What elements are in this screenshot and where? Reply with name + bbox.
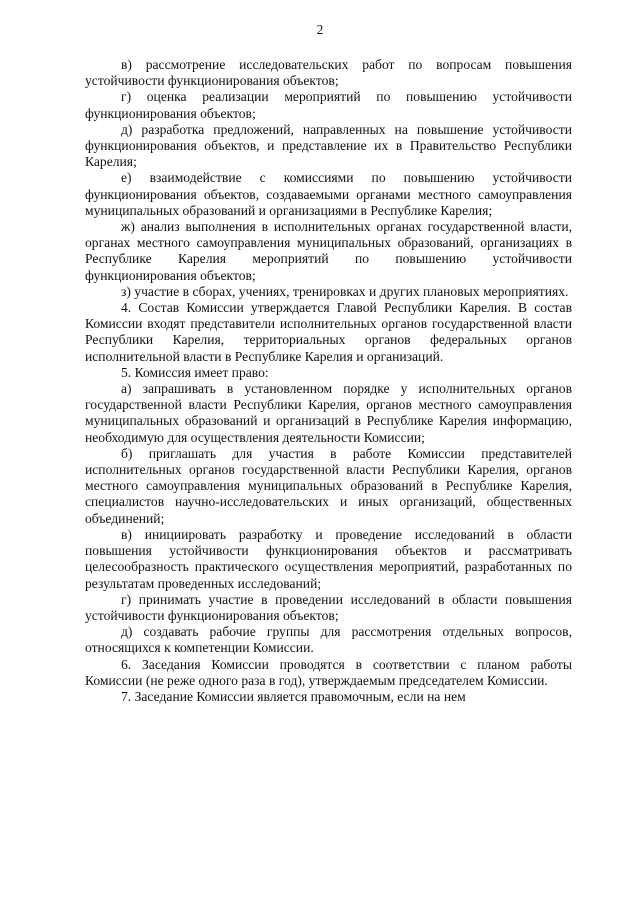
page-number: 2	[316, 22, 324, 37]
paragraph-g-assessment: г) оценка реализации мероприятий по повышению устойчивости функционирования объектов;	[85, 89, 572, 121]
paragraph-v-initiate: в) инициировать разработку и проведение исследований в области повышения устойчивости функционирования объектов и рассматривать целесообразность практического осуществления мероприятий, разработанных по результатам проведенных исследований;	[85, 526, 572, 591]
paragraph-z-exercises: з) участие в сборах, учениях, тренировках и других плановых мероприятиях.	[121, 283, 569, 299]
paragraph-e-interaction: е) взаимодействие с комиссиями по повышению устойчивости функционирования объектов, создаваемыми органами местного самоуправления муниципальных образований и организациями в Республике Карелия;	[85, 170, 572, 218]
paragraph-v-research: в) рассмотрение исследовательских работ по вопросам повышения устойчивости функционирования объектов;	[85, 57, 572, 89]
paragraph-zh-analysis: ж) анализ выполнения в исполнительных органах государственной власти, органах местного самоуправления муниципальных образований, организациях в Республике Карелия мероприятий по повышению устойчивости функционирования объектов;	[85, 219, 572, 283]
document-body	[85, 57, 572, 705]
paragraph-7-quorum: 7. Заседание Комиссии является правомочным, если на нем	[121, 688, 466, 704]
paragraph-4-composition: 4. Состав Комиссии утверждается Главой Республики Карелия. В состав Комиссии входят представители исполнительных органов государственной власти Республики Карелия, территориальных органов федеральных органов исполнительной власти в Республике Карелия и организаций.	[85, 300, 572, 364]
paragraph-5-rights: 5. Комиссия имеет право:	[121, 364, 269, 380]
paragraph-a-request-info: а) запрашивать в установленном порядке у исполнительных органов государственной власти Республики Карелия, органов местного самоуправления муниципальных образований и организаций в Республике Карелия информацию, необходимую для осуществления деятельности Комиссии;	[85, 381, 572, 445]
paragraph-b-invite: б) приглашать для участия в работе Комиссии представителей исполнительных органов государственной власти Республики Карелия, органов местного самоуправления муниципальных образований в Республике Карелия, специалистов научно-исследовательских и иных организаций, общественных объединений;	[85, 445, 572, 526]
paragraph-6-meetings: 6. Заседания Комиссии проводятся в соответствии с планом работы Комиссии (не реже одного раза в год), утверждаемым председателем Комиссии.	[85, 656, 572, 688]
paragraph-d-working-groups: д) создавать рабочие группы для рассмотрения отдельных вопросов, относящихся к компетенции Комиссии.	[85, 624, 572, 656]
paragraph-d-proposals: д) разработка предложений, направленных на повышение устойчивости функционирования объектов, и представление их в Правительство Республики Карелия;	[85, 121, 572, 170]
paragraph-g-participate: г) принимать участие в проведении исследований в области повышения устойчивости функционирования объектов;	[85, 591, 572, 623]
